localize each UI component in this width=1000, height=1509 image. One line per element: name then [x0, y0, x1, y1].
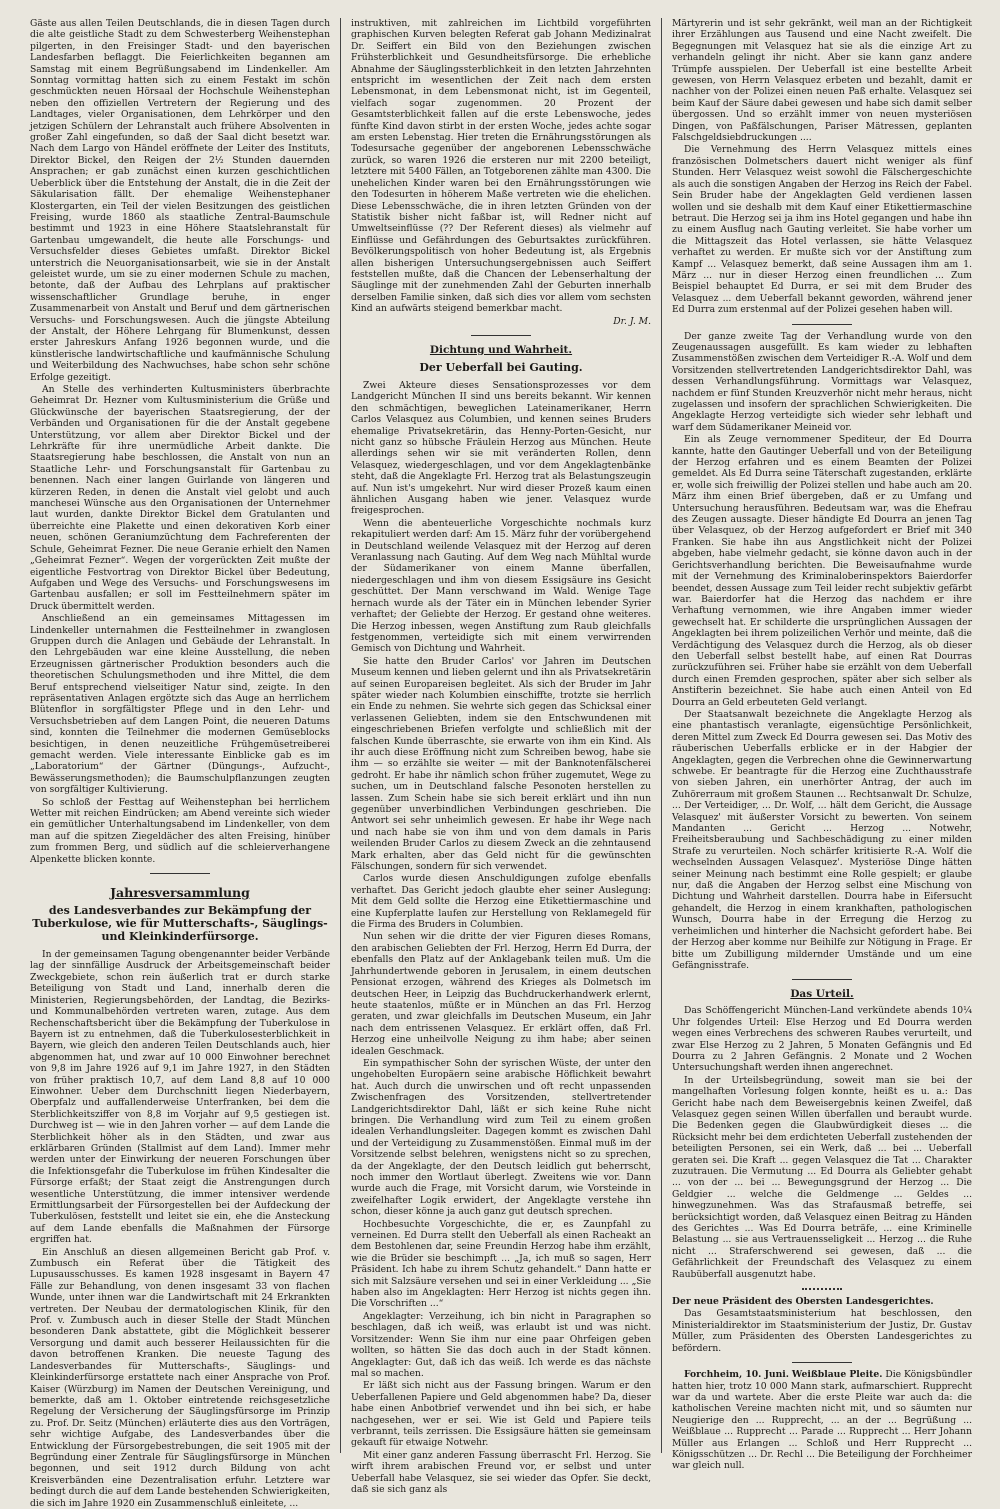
- separator: [792, 979, 852, 980]
- article-paragraph: Carlos wurde diesen Anschuldigungen zufolge ebenfalls verhaftet. Das Gericht jedoch glaubte eher seiner Auslegung: Mit dem Geld sollte die Herzog eine Etikettiermaschine und eine Kupferplatte laufen zur Herstellung von Reklamegeld für die Firma des Bruders in Columbien.: [351, 873, 651, 931]
- article-paragraph: Er läßt sich nicht aus der Fassung bringen. Warum er den Ueberfallenen Papiere und Geld abgenommen habe? Da, dieser habe einen Anbotbrief verwendet und ihn bei sich, er habe nachgesehen, wer er sei. Wie ist Geld und Papiere teils verbrannt, teils zerrissen. Die Essigsäure hätten sie gemeinsam gekauft für etwaige Notwehr.: [351, 1380, 651, 1449]
- headline-dichtung-und-wahrheit: Dichtung und Wahrheit.: [429, 343, 573, 356]
- article-paragraph: Sie hatte den Bruder Carlos' vor Jahren im Deutschen Museum kennen und lieben gelernt und ihn als Privatsekretärin auf seinen Europareisen begleitet. Als sich der Bruder im Jahr später wieder nach Kolumbien einschiffte, trotzte sie herrlich ein Ende zu nehmen. Sie wehrte sich gegen das Schicksal einer verlassenen Geliebten, indem sie den Entschwundenen mit eingeschriebenen Briefen verfolgte und schließlich mit der falschen Kunde überraschte, sie erwarte von ihm ein Kind. Als ihr auch diese Eröffnung nicht zum Schreiben bewog, habe sie ihm — so erzählte sie weiter — mit der Banknotenfälscherei gedroht. Er habe ihr nämlich schon früher zugemutet, Wege zu suchen, um in Deutschland falsche Pesonoten herstellen zu lassen. Zum Schein habe sie sich bereit erklärt und ihn nun gegenüber unverbindlichen Verbindungen geschrieben. Die Antwort sei sehr unheimlich gewesen. Er habe ihr Wege nach und nach habe sie von ihm und von dem damals in Paris weilenden Bruder Carlos zu diesem Zweck an die zehntausend Mark erhalten, aber das Geld nicht für die gewünschten Fälschungen, sondern für sich verwendet.: [351, 655, 651, 873]
- article-paragraph: instruktiven, mit zahlreichen im Lichtbild vorgeführten graphischen Kurven belegten Referat gab Johann Medizinalrat Dr. Seiffert ein Bild von den Beziehungen zwischen Frühsterblichkeit und Gesundheitsfürsorge. Die erhebliche Abnahme der Säuglingssterblichkeit in den letzten Jahrzehnten entspricht im wesentlichen der Zeit nach dem ersten Lebensmonat, in dem Lebensmonat nicht, ist im Gegenteil, vielfach sogar zugenommen. 20 Prozent der Gesamtsterblichkeit fallen auf die erste Lebenswoche, jedes fünfte Kind davon stirbt in der ersten Woche, jedes achte sogar am ersten Lebenstag. Hier treten die Ernährungsstörungen als Todesursache gegenüber der angeborenen Lebensschwäche zurück, so waren 1926 die ersteren nur mit 2200 beteiligt, letztere mit 5400 Fällen, an Totgeborenen zählte man 4300. Die unehelichen Kinder waren bei den Ernährungsstörungen wie den Todesurten in höherem Maße vertreten wie die ehelichen. Diese Lebensschwäche, die in ihren letzten Gründen von der Statistik bisher nicht faßbar ist, will Redner nicht auf Umweltseinflüsse (?? Der Referent dieses) als vielmehr auf Einflüsse und Gefährdungen des Geburtsaktes zurückführen. Bevölkerungspolitisch von hoher Bedeutung ist, als Ergebnis allen bisherigen Untersuchungsergebnissen auch Seiffert feststellen mußte, daß die Chancen der Lebenserhaltung der Säuglinge mit der zunehmenden Zahl der Geburten innerhalb derselben Familie sinken, daß sich dies vor allem vom sechsten Kind an aufwärts steigend bemerkbar macht.: [351, 18, 651, 315]
- headline-weissblaue-pleite: Weißblaue Pleite.: [791, 1369, 883, 1381]
- column-rule: [661, 18, 662, 1453]
- article-paragraph: Nun sehen wir die dritte der vier Figuren dieses Romans, den arabischen Geliebten der Frl. Herzog, Herrn Ed Durra, der ebenfalls den Platz auf der Anklagebank teilen muß. Um die Jahrhundertwende geboren in Jerusalem, in einem deutschen Pensionat erzogen, während des Krieges als Dolmetsch im deutschen Heer, in Leipzig das Buchdruckerhandwerk erlernt, heute staatenlos, müßte er in München an das Frl. Herzog geraten, und zwar gleichfalls im Deutschen Museum, ein Jahr nach dem entrissenen Velasquez. Er erklärt offen, daß Frl. Herzog eine unheilvolle Neigung zu ihm habe; aber seinen idealen Geschmack.: [351, 931, 651, 1057]
- article-paragraph: Mit einer ganz anderen Fassung überrascht Frl. Herzog. Sie wirft ihrem arabischen Freund vor, er selbst und unter Ueberfall habe Velasquez, sie sei wieder das Opfer. Sie deckt, daß sie sich ganz als: [351, 1449, 651, 1495]
- column-1: [30, 18, 330, 1509]
- article-paragraph: Gäste aus allen Teilen Deutschlands, die in diesen Tagen durch die alte geistliche Stadt zu dem Schwesterberg Weihenstephan pilgerten, in den Freisinger Stadt- und den bayerischen Landesfarben beflaggt. Die Feierlichkeiten begannen am Samstag mit einem Begrüßungsabend im Lindenkeller. Am Sonntag vormittag hatten sich zu einem Festakt im schön geschmückten neuen Hörsaal der Hochschule Weihenstephan neben den offiziellen Vertretern der Regierung und des Landtages, vieler Organisationen, dem Lehrkörper und den jetzigen Schülern der Lehranstalt auch frühere Absolventen in großer Zahl eingefunden, so daß der Saal dicht besetzt war. Nach dem Largo von Händel eröffnete der Leiter des Instituts, Direktor Bickel, den Reigen der 2½ Stunden dauernden Ansprachen; er gab zunächst einen kurzen geschichtlichen Ueberblick über die Entstehung der Anstalt, die in die Zeit der Säkularisation fällt. Der ehemalige Weihenstephaner Klostergarten, ein Teil der vielen Besitzungen des geistlichen Freising, wurde 1860 als staatliche Zentral-Baumschule bestimmt und 1923 in eine Höhere Staatslehranstalt für Gartenbau umgewandelt, die heute alle Forschungs- und Versuchsfelder dieses Gebietes umfaßt. Direktor Bickel unterstrich die Neuorganisationsarbeit, wie sie in der Anstalt geleistet wurde, um sie zu einer modernen Schule zu machen, betonte, daß der Aufbau des Lehrplans auf praktischer wissenschaftlicher Grundlage beruhe, in enger Zusammenarbeit von Anstalt und Beruf und dem gärtnerischen Versuchs- und Forschungswesen. Auch die jüngste Abteilung der Anstalt, der Höhere Lehrgang für Blumenkunst, dessen erster Jahreskurs Anfang 1926 begonnen wurde, und die künstlerische landwirtschaftliche und kaufmännische Schulung und Weiterbildung des Nachwuchses, habe schon sehr schöne Erfolge gezeitigt.: [30, 18, 330, 383]
- article-paragraph: Wenn die abenteuerliche Vorgeschichte nochmals kurz rekapituliert werden darf: Am 15. März fuhr der vorübergehend in Deutschland weilende Velasquez mit der Herzog auf deren Veranlassung nach Gauting. Auf dem Weg nach Mühltal wurde der Südamerikaner von einem Manne überfallen, niedergeschlagen und ihm von diesem Essigsäure ins Gesicht geschüttet. Der Mann verschwand im Wald. Wenige Tage hernach wurde als der Täter ein in München lebender Syrier verhaftet; der Geliebte der Herzog. Er gestand ohne weiteres. Die Herzog inbessen, wegen Anstiftung zum Raub gleichfalls festgenommen, verteidigte sich mit einem verwirrenden Gemisch von Dichtung und Wahrheit.: [351, 517, 651, 655]
- column-3: [672, 18, 973, 1472]
- article-paragraph: Zwei Akteure dieses Sensationsprozesses vor dem Landgericht München II sind uns bereits bekannt. Wir kennen den schmächtigen, beweglichen Lateinamerikaner, Herrn Carlos Velasquez aus Columbien, und kennen seines Bruders ehemalige Privatsekretärin, das Henny-Porten-Gesicht, nur nicht ganz so hübsche Fräulein Herzog aus München. Heute allerdings sehen wir sie mit veränderten Rollen, denn Velasquez, wiedergeschlagen, und vor dem Angeklagtenbänke steht, daß die Angeklagte Frl. Herzog trat als Belastungszeugin auf. Nun ist's umgekehrt. Nur wird dieser Prozeß kaum einen ähnlichen Ausgang haben wie jener. Velasquez wurde freigesprochen.: [351, 379, 651, 517]
- separator: [150, 873, 210, 874]
- column-container: [30, 18, 973, 1509]
- article-paragraph: Angeklagter: Verzeihung, ich bin nicht in Paragraphen so beschlagen, daß ich weiß, was erlaubt ist und was nicht. Vorsitzender: Wenn Sie ihm nur eine paar Ohrfeigen geben wollten, so hätten Sie das doch auch in der Stadt können. Angeklagter: Gut, daß ich das weiß. Ich werde es das nächste mal so machen.: [351, 1310, 651, 1379]
- separator: [792, 1362, 852, 1363]
- author-signature: Dr. J. M.: [613, 315, 651, 327]
- article-paragraph: Das Schöffengericht München-Land verkündete abends 10¼ Uhr folgendes Urteil: Else Herzog und Ed Dourra werden wegen eines Verbrechens des schweren Raubes verurteilt, und zwar Else Herzog zu 2 Jahren, 5 Monaten Gefängnis und Ed Dourra zu 2 Jahren Gefängnis. 2 Monate und 2 Wochen Untersuchungshaft werden ihnen angerechnet.: [672, 1005, 972, 1074]
- article-paragraph: Die Vernehmung des Herrn Velasquez mittels eines französischen Dolmetschers dauert nicht weniger als fünf Stunden. Herr Velasquez weist sowohl die Fälschergeschichte als auch die sonstigen Angaben der Herzog ins Reich der Fabel. Sein Bruder habe der Angeklagten Geld verdienen lassen wollen und sie deshalb mit dem Kauf einer Etikettiermaschine betraut. Die Herzog sei ja ihm ins Hotel gegangen und habe ihn zu einem Ausflug nach Gauting verleitet. Sie habe vorher um die Mittagszeit das Hotel verlassen, sie hätte Velasquez verhaftet zu werden. Er mußte sich vor der Anstiftung zum Kampf ... Velasquez bemerkt, daß seine Aussagen ihm am 1. März ... nur in dieser Herzog einen freundlichen ... Zum Beispiel behauptet Ed Durra, er sei mit dem Bruder des Velasquez ... dem Ueberfall bekannt geworden, während jener Ed Durra zum erstenmal auf der Polizei gesehen haben will.: [672, 144, 972, 316]
- article-paragraph: [672, 1369, 972, 1472]
- article-paragraph: Ein als Zeuge vernommener Spediteur, der Ed Dourra kannte, hatte den Gautinger Ueberfall und von der Beteiligung der Herzog erfahren und es einem Beamten der Polizei gemeldet. Als Ed Durra seine Täterschaft zugestanden, erklärte er, wolle sich freiwillig der Polizei stellen und habe auch am 20. März ihm einen Brief übergeben, daß er zu Umfang und Untersuchung herausführen. Bedeutsam war, was die Ehefrau des Zeugen aussagte. Dieser händigte Ed Dourra an jenen Tag über Velasquez, ob der Herzog aufgefordert er Brief mit 340 Franken. Sie habe ihn aus Angstlichkeit nicht der Polizei abgeben, habe vielmehr gedacht, sie könne davon auch in der Gerichtsverhandlung berichten. Die Beweisaufnahme wurde mit der Vernehmung des Kriminaloberinspektors Baierdorfer beendet, dessen Aussage zum Teil leider recht subjektiv gefärbt war. Baierdorfer hat die Herzog das nachdem er ihre Verhaftung vernommen, wie ihre Angaben immer wieder gewechselt hat. Er schilderte die ursprünglichen Aussagen der Angeklagten bei ihrem polizeilichen Verhör und meinte, daß die Verdächtigung des Velasquez durch die Herzog, als ob dieser den Ueberfall selbst bestellt habe, auf einen Rat Dourras zurückzuführen sei. Früher habe sie erzählt von dem Ueberfall durch einen Fremden gesprochen, später aber sich selber als Anstifterin bezeichnet. Sie habe auch einen Anteil von Ed Dourra an Geld erbeuteten Geld verlangt.: [672, 434, 972, 708]
- separator: [802, 1288, 842, 1290]
- article-paragraph: Ein sympathischer Sohn der syrischen Wüste, der unter den ungehobelten Europäern seine arabische Höflichkeit bewahrt hat. Auch durch die unwirschen und oft recht unpassenden Zwischenfragen des Vorsitzenden, stellvertretender Landgerichtsdirektor Dahl, läßt er sich keine Ruhe nicht bringen. Die Verhandlung wird zum Teil zu einem großen idealen Verhandlungsleiter. Dagegen kommt es zwischen Dahl und der Verteidigung zu Zusammenstößen. Einmal muß im der Vorsitzende selbst belehren, wenigstens nicht so zu sprechen, da der Angeklagte, der den Deutsch leidlich gut beherrscht, noch immer den Wortlaut überlegt. Zweitens wie vor. Dann wurde auch die Frage, mit Vorsicht darum, wie Vorsteinde in zweifelhafter Logik erwidert, der Angeklagte verstehe ihn schon, dieser könne ja auch ganz gut deutsch sprechen.: [351, 1057, 651, 1218]
- article-paragraph: Märtyrerin und ist sehr gekränkt, weil man an der Richtigkeit ihrer Erzählungen aus Tausend und eine Nacht zweifelt. Die Begegnungen mit Velasquez hat sie als die einzige Art zu verhandeln gelingt ihr nicht. Aber sie kann ganz andere Trümpfe ausspielen. Der Ueberfall ist eine bestellte Arbeit gewesen, von Herrn Velasquez erbeten und bezahlt, damit er nachher von der Polizei einen neuen Paß erhalte. Velasquez sei beim Kauf der Säure dabei gewesen und habe sich damit selber übergossen. Und so erzählt immer von neuen mysteriösen Dingen, von Paßfälschungen, Pariser Mätressen, geplanten Falschgeldsiebdruckungen ....: [672, 18, 972, 144]
- article-paragraph: Ein Anschluß an diesen allgemeinen Bericht gab Prof. v. Zumbusch ein Referat über die Tätigkeit des Lupusausschusses. Es kamen 1928 insgesamt in Bayern 47 Fälle zur Behandlung, von denen insgesamt 33 von flachen Wunde, unter ihnen war die Landwirtschaft mit 24 Erkrankten vertreten. Der Neubau der dermatologischen Klinik, für den Prof. v. Zumbusch auch in dieser Stelle der Stadt München besonderen Dank abstattete, gibt die Möglichkeit besserer Versorgung und damit auch besserer Heilaussichten für die davon betroffenen Kranken. Die neueste Tagung des Landesverbandes für Mutterschafts-, Säuglings- und Kleinkinderfürsorge erstattete nach einer Ansprache von Prof. Kaiser (Würzburg) im Namen der Deutschen Vereinigung, und bemerkte, daß am 1. Oktober eintretende reichsgesetzliche Regelung der Versicherung der Säuglingsfürsorge im Prinzip zu. Prof. Dr. Seitz (München) erläuterte dies aus den Vorträgen, sehr wichtige Aufgabe, des Landesverbandes über die Entwicklung der Fürsorgebestrebungen, die seit 1905 mit der Begründung einer Zentrale für Säuglingsfürsorge in München begonnen, und seit 1912 durch Bildung von acht Kreisverbänden eine Dezentralisation erfuhr. Letztere war bedingt durch die auf dem Lande bestehenden Schwierigkeiten, die sich im Jahre 1920 ein Zusammenschluß einleitete, ...: [30, 1246, 330, 1509]
- column-2: [351, 18, 651, 1495]
- article-text: Die Königsbündler hatten hier, trotz 10 000 Mann stark, aufmarschiert. Rupprecht war da und wartete. Aber die erste Pleite war auch da: die katholischen Vereine machten nicht mit, und so säumten nur Neugierige den ... Rupprecht, ... an der ... Begrüßung ... Weißblaue ... Rupprecht ... Parade ... Rupprecht ... Herr Johann Müller aus Erlangen ... Schloß und Herr Rupprecht ... Königsschützen ... Dr. Rechl ... Die Beteiligung der Forchheimer war gleich null.: [672, 1369, 973, 1472]
- article-paragraph: So schloß der Festtag auf Weihenstephan bei herrlichem Wetter mit reichen Eindrücken; am Abend vereinte sich wieder ein gemütlicher Unterhaltungsabend im Lindenkeller, von dem man auf die spitzen Ziegeldächer des alten Freising, hinüber zum frommen Berg, und südlich auf die schleierverhangene Alpenkette blicken konnte.: [30, 796, 330, 865]
- article-paragraph: [672, 1296, 972, 1307]
- article-paragraph: Anschließend an ein gemeinsames Mittagessen im Lindenkeller unternahmen die Festteilnehmer in zwanglosen Gruppen durch die Anlagen und Gebäude der Lehranstalt. In den Lehrgebäuden war eine kleine Ausstellung, die neben Erzeugnissen gärtnerischer Produktion besonders auch die theoretischen Schulungsmethoden und ihre Mittel, die dem Beruf entsprechend vielseitiger Natur sind, zeigte. In den repräsentativen Anlagen ergötzte sich das Auge an herrlichem Blütenflor in sorgfältigster Pflege und in den Lehr- und Versuchsbetrieben auf dem Langen Point, die neueren Datums sind, konnten die Teilnehmer die modernen Gemüseblocks besichtigen, in denen neuzeitliche Frühgemüsetreiberei gemacht werden. Viele interessante Einblicke gab es im „Laboratorium“ der Gärtner (Düngungs-, Aufzucht-, Bewässerungsmethoden); die Baumschulpflanzungen zeugten von sorgfältiger Kultivierung.: [30, 613, 330, 796]
- article-paragraph: In der gemeinsamen Tagung obengenannter beider Verbände lag der sinnfällige Ausdruck der Arbeitsgemeinschaft beider Zweckgebiete, schon rein äußerlich trat er durch starke Beteiligung von Stadt und Land, innerhalb deren die Ministerien, Regierungsbehörden, der Landtag, die Bezirks- und Kommunalbehörden vertreten waren, zutage. Aus dem Rechenschaftsbericht über die Bekämpfung der Tuberkulose in Bayern ist zu entnehmen, daß die Tuberkulosesterblichkeit in Bayern, wie gleich den anderen Teilen Deutschlands auch, hier abgenommen hat, und zwar auf 10 000 Einwohner berechnet von 9,8 im Jahre 1926 auf 9,1 im Jahre 1927, in den Städten von früher praktisch 10,7, auf dem Land 8,8 auf 10 000 Einwohner. Ueber dem Durchschnitt liegen Niederbayern, Oberpfalz und auffallenderweise Unterfranken, bei dem die Sterblichkeitsziffer von 8,8 im Vorjahr auf 9,5 gestiegen ist. Durchweg ist — wie in den Jahren vorher — auf dem Lande die Sterblichkeit höher als in den Städten, und zwar aus erklärbaren Gründen (Stallmist auf dem Land). Immer mehr werden unter der Einwirkung der neueren Forschungen über die Infektionsgefahr die Tuberkulose im frühen Kindesalter die Fürsorge erfaßt; der Staat zeigt die Anstrengungen durch wesentliche Unterstützung, die immer intensiver werdende Ermittlungsarbeit der Fürsorgestellen bei der Aufdeckung der Tuberkulösen, feststellt und leitet sie ein, ehe die Ansteckung auf dem Lande ebenfalls die Maßnahmen der Fürsorge ergriffen hat.: [30, 949, 330, 1246]
- headline-jahresversammlung: Jahresversammlung: [110, 885, 250, 901]
- column-rule: [340, 18, 341, 1453]
- dateline-forchheim: Forchheim, 10. Juni.: [684, 1369, 789, 1381]
- article-paragraph: In der Urteilsbegründung, soweit man sie bei der mangelhaften Vorlesung folgen konnte, heißt es u. a.: Das Gericht habe nach dem Beweisergebnis keinen Zweifel, daß Velasquez gegen seinen Willen überfallen und beraubt wurde. Die Bedenken gegen die Glaubwürdigkeit dieses ... die Rücksicht mehr bei dem erdichteten Ueberfall zustehenden der beteiligten Personen, sei ein Werk, daß ... bei ... Ueberfall geraten sei. Die Kraft ... gegen Velasquez die Tat ... Charakter zuzutrauen. Die Vermutung ... Ed Dourra als Geliebter gehabt ... von der ... bei ... Bewegungsgrund der Herzog ... Die Geldgier ... welche die Geldmenge ... Geldes ... hinwegzunehmen. Was das Strafausmaß betreffe, sei berücksichtigt worden, daß Velasquez einen Beitrag zu Händen des Gerichtes ... Was Ed Dourra beträfe, ... eine Kriminelle Belastung ... sie aus Vertrauensseligkeit ... Herzog ... die Ruhe nicht ... Straferschwerend sei gewesen, daß ... die Gefährlichkeit der Freundschaft des Velasquez zu einem Raubüberfall ausgenutzt habe.: [672, 1074, 972, 1280]
- separator: [471, 335, 531, 336]
- headline-praesident: Der neue Präsident des Obersten Landesgerichtes.: [672, 1296, 934, 1308]
- article-paragraph: Der ganze zweite Tag der Verhandlung wurde von den Zeugenaussagen ausgefüllt. Es kam wieder zu lebhaften Zusammenstößen zwischen dem Verteidiger R.-A. Wolf und dem Vorsitzenden stellvertretenden Landgerichtsdirektor Dahl, was dessen Verhandlungsführung. Vormittags war Velasquez, nachdem er fünf Stunden Kreuzverhör nicht mehr heraus, nicht zugelassen und insofern der sprachlichen Schwierigkeiten. Die Angeklagte Herzog verteidigte sich wieder sehr lebhaft und warf dem Südamerikaner Meineid vor.: [672, 330, 972, 433]
- article-paragraph: Das Gesamtstaatsministerium hat beschlossen, den Ministerialdirektor im Staatsministerium der Justiz, Dr. Gustav Müller, zum Präsidenten des Obersten Landesgerichtes zu befördern.: [672, 1308, 972, 1354]
- separator: [792, 324, 852, 325]
- article-paragraph: Der Staatsanwalt bezeichnete die Angeklagte Herzog als eine phantastisch veranlagte, eigensüchtige Persönlichkeit, deren Mittel zum Zweck Ed Dourra gewesen sei. Das Motiv des räuberischen Ueberfalls erblicke er in der Habgier der Angeklagten, gegen die Verbrechen ohne die Gewinnerwartung schwebe. Er beantragte für die Herzog eine Zuchthausstrafe von sieben Jahren, ein unerhörter Antrag, der auch im Zuhörerraum mit großem Staunen ... Rechtsanwalt Dr. Schulze, ... Der Verteidiger, ... Dr. Wolf, ... hält dem Gericht, die Aussage Velasquez' mit äußerster Vorsicht zu bewerten. Von seinem Mandanten ... Gericht ... Herzog ... Notwehr, Freiheitsberaubung und Sachbeschädigung zu einer milden Strafe zu verurteilen. Noch schärfer kritisierte R.-A. Wolf die wechselnden Aussagen Velasquez'. Mysteriöse Dinge hätten seiner Meinung nach bestimmt eine Rolle gespielt; er glaube nur, daß die Angaben der Herzog selbst eine Mischung von Dichtung und Wahrheit darstellen. Dourra habe in Eifersucht gehandelt, die Herzog in einem krankhaften, pathologischen Wunsch, Dourra habe in der Erregung die Herzog zu verheimlichen und hinterher die Nachsicht gefordert habe. Bei der Herzog aber komme nur Beihilfe zur Nötigung in Frage. Er bitte um Zubilligung mildernder Umstände und um eine Gefängnisstrafe.: [672, 708, 972, 971]
- headline-das-urteil: Das Urteil.: [790, 988, 854, 1001]
- subheadline-landesverband: des Landesverbandes zur Bekämpfung der Tuberkulose, wie für Mutterschafts-, Säuglings- und Kleinkinderfürsorge.: [32, 904, 328, 944]
- article-paragraph: An Stelle des verhinderten Kultusministers überbrachte Geheimrat Dr. Hezner vom Kultusministerium die Grüße und Glückwünsche der bayerischen Staatsregierung, der der Verbänden und Organisationen für die der Anstalt gegebene Unterstützung, vor allem aber Direktor Bickel und der Lehrkräfte für ihre unermüdliche Arbeit dankte. Die Staatsregierung habe beschlossen, die Anstalt von nun an Staatliche Lehr- und Forschungsanstalt für Gartenbau zu benennen. Nach einer langen Guirlande von längeren und kürzeren Reden, in denen die Anstalt viel gelobt und auch manchesei Wünsche aus den Organisationen der Unternehmer laut wurden, dankte Direktor Bickel dem Gratulanten und überreichte eine Plakette und einen dekorativen Korb einer neuen, schönen Geraniumzüchtung dem Fachreferenten der Schule, Geheimrat Fezner. Die neue Geranie erhielt den Namen „Geheimrat Fezner“. Wegen der vorgerückten Zeit mußte der eigentliche Festvortrag von Direktor Bickel über Bedeutung, Aufgaben und Wege des Versuchs- und Forschungswesens im Gartenbau ausfallen; er soll im Festteilnehmern später im Druck übermittelt werden.: [30, 384, 330, 612]
- article-paragraph: Hochbesuchte Vorgeschichte, die er, es Zaunpfahl zu verneinen. Ed Durra stellt den Ueberfall als einen Racheakt an dem Bestohlenen dar, seine Freundin Herzog habe ihm erzählt, wie die Brüder sie beschimpft ... „Ja, ich muß so sagen, Herr Präsident. Ich habe zu ihrem Schutz gehandelt.“ Dann hatte er sich mit Salzsäure versehen und sei in einer Verkleidung ... „Sie haben also im Angeklagten: Herr Herzog ist nichts gegen ihn. Die Vorschriften ...“: [351, 1218, 651, 1310]
- subheadline-ueberfall-gauting: Der Ueberfall bei Gauting.: [419, 360, 583, 374]
